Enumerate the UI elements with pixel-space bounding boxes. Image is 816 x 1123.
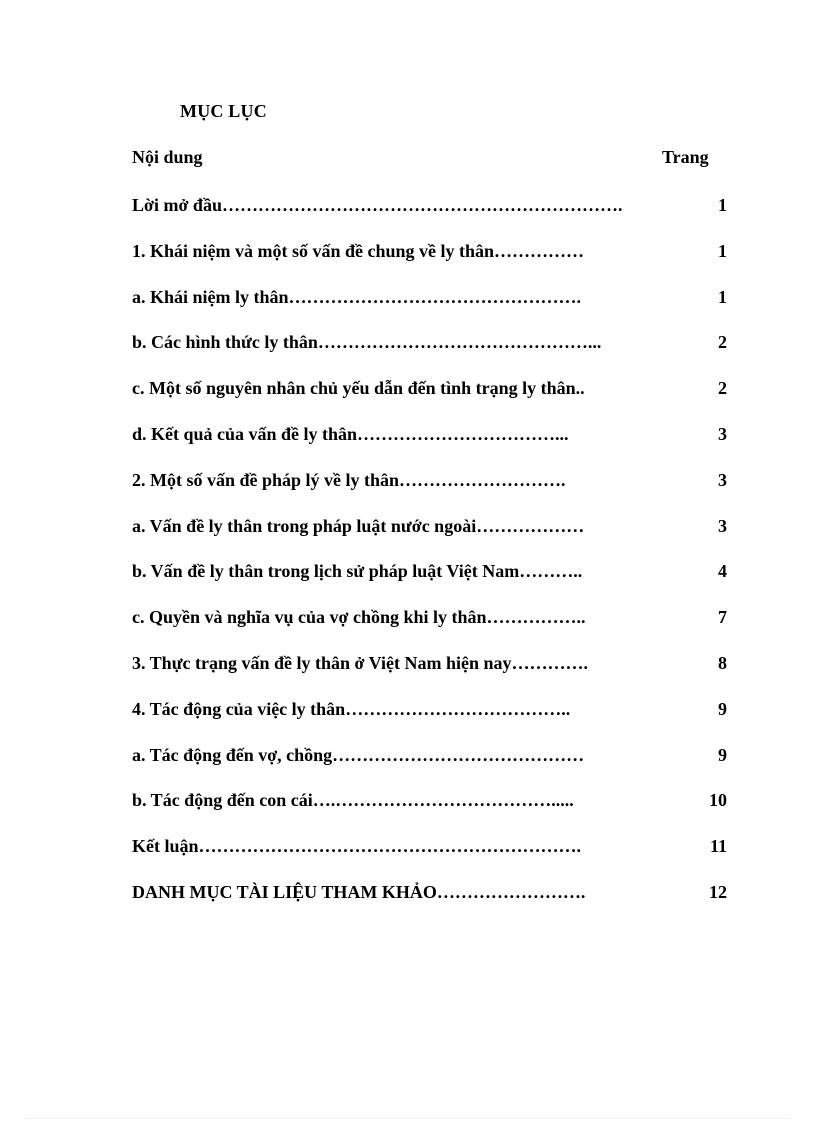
toc-entry-page: 4 [718, 561, 727, 582]
page-bottom-divider [26, 1118, 790, 1119]
toc-entry-page: 7 [718, 607, 727, 628]
toc-entry-text: 1. Khái niệm và một số vấn đề chung về ly thân…………… [132, 240, 585, 261]
toc-entry-page: 9 [718, 744, 727, 765]
toc-entry [132, 788, 732, 834]
toc-entry [132, 514, 732, 560]
page-title: MỤC LỤC [180, 101, 267, 121]
toc-entry [132, 468, 732, 514]
toc-header-row [132, 147, 732, 171]
toc-entry [132, 239, 732, 285]
toc-entry-text: c. Một số nguyên nhân chủ yếu dẫn đến tình trạng ly thân.. [132, 378, 585, 399]
toc-entry-page: 8 [718, 652, 727, 673]
toc-entry-text: Lời mở đầu…………………………………………………………. [132, 195, 623, 215]
toc-entry-text: DANH MỤC TÀI LIỆU THAM KHẢO……………………. [132, 881, 586, 902]
toc-entry [132, 376, 732, 422]
toc-entry-text: a. Tác động đến vợ, chồng…………………………………… [132, 744, 585, 765]
table-of-contents [132, 193, 732, 926]
toc-entry-page: 11 [709, 836, 727, 857]
toc-entry-page: 1 [718, 286, 727, 307]
toc-entry [132, 743, 732, 789]
toc-entry-text: a. Vấn đề ly thân trong pháp luật nước ngoài……………… [132, 515, 585, 536]
toc-entry-page: 2 [718, 378, 727, 399]
toc-entry-text: 3. Thực trạng vấn đề ly thân ở Việt Nam hiện nay…………. [132, 652, 588, 673]
toc-entry [132, 697, 732, 743]
toc-entry [132, 651, 732, 697]
toc-entry-page: 2 [718, 332, 727, 353]
toc-entry-text: Kết luận………………………………………………………. [132, 836, 582, 857]
toc-entry-text: 2. Một số vấn đề pháp lý về ly thân………………………. [132, 469, 566, 490]
toc-entry [132, 330, 732, 376]
toc-entry-page: 1 [718, 195, 727, 215]
toc-entry-page: 9 [718, 698, 727, 719]
toc-entry [132, 559, 732, 605]
toc-entry [132, 193, 732, 239]
toc-entry-page: 3 [718, 423, 727, 444]
toc-entry-text: b. Các hình thức ly thân………………………………………... [132, 332, 602, 353]
toc-entry-text: c. Quyền và nghĩa vụ của vợ chồng khi ly thân…………….. [132, 607, 586, 628]
toc-entry-text: b. Vấn đề ly thân trong lịch sử pháp luật Việt Nam……….. [132, 561, 583, 582]
toc-entry [132, 285, 732, 331]
toc-entry-text: d. Kết quả của vấn đề ly thân……………………………... [132, 423, 569, 444]
toc-entry-page: 1 [718, 240, 727, 261]
column-header-page: Trang [662, 147, 709, 167]
toc-entry [132, 605, 732, 651]
toc-entry-text: 4. Tác động của việc ly thân……………………………….. [132, 698, 571, 719]
toc-entry-page: 10 [709, 790, 727, 811]
toc-entry-page: 12 [709, 881, 727, 902]
toc-entry [132, 880, 732, 926]
toc-entry [132, 422, 732, 468]
toc-entry-text: b. Tác động đến con cái….………………………………..... [132, 790, 574, 811]
toc-entry-page: 3 [718, 515, 727, 536]
toc-entry [132, 834, 732, 880]
column-header-content: Nội dung [132, 147, 203, 167]
toc-entry-text: a. Khái niệm ly thân…………………………………………. [132, 286, 582, 307]
toc-entry-page: 3 [718, 469, 727, 490]
